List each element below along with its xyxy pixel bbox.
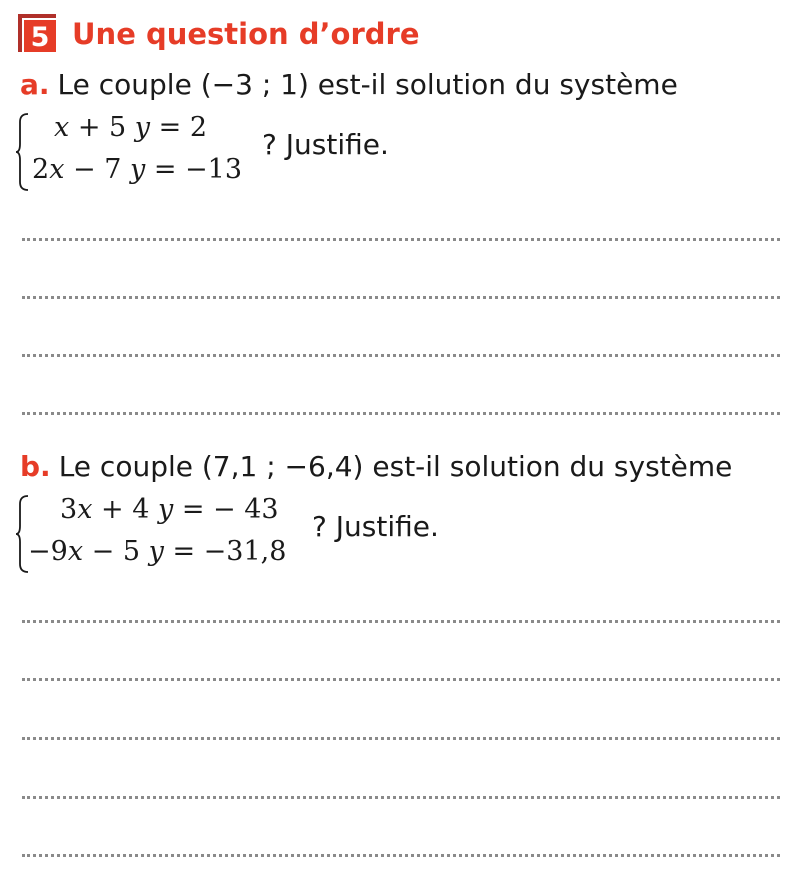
brace-icon <box>16 112 30 192</box>
part-a-system <box>16 112 266 192</box>
exercise-number: 5 <box>22 18 58 54</box>
answer-line[interactable] <box>22 354 780 357</box>
answer-line[interactable] <box>22 737 780 740</box>
answer-line[interactable] <box>22 412 780 415</box>
answer-line[interactable] <box>22 620 780 623</box>
part-b-question <box>20 450 732 484</box>
answer-line[interactable] <box>22 854 780 857</box>
answer-line[interactable] <box>22 678 780 681</box>
part-a-question-text: Le couple (−3 ; 1) est-il solution du système <box>57 68 678 101</box>
answer-line[interactable] <box>22 796 780 799</box>
part-b-question-text: Le couple (7,1 ; −6,4) est-il solution du système <box>58 450 733 483</box>
part-a-letter: a. <box>20 68 50 101</box>
part-a-equation-2: 2x − 7 y = −13 <box>32 154 243 185</box>
part-b-equation-1: 3x + 4 y = − 43 <box>60 494 279 525</box>
part-b-system <box>16 494 316 574</box>
exercise-number-badge <box>18 14 58 54</box>
part-b-equation-2: −9x − 5 y = −31,8 <box>28 536 287 567</box>
part-a-question <box>20 68 678 102</box>
answer-line[interactable] <box>22 238 780 241</box>
answer-line[interactable] <box>22 296 780 299</box>
part-b-justify: ? Justifie. <box>312 510 439 543</box>
part-a-justify: ? Justifie. <box>262 128 389 161</box>
exercise-title: Une question d’ordre <box>72 17 420 51</box>
part-b-letter: b. <box>20 450 51 483</box>
part-a-equation-1: x + 5 y = 2 <box>54 112 208 143</box>
